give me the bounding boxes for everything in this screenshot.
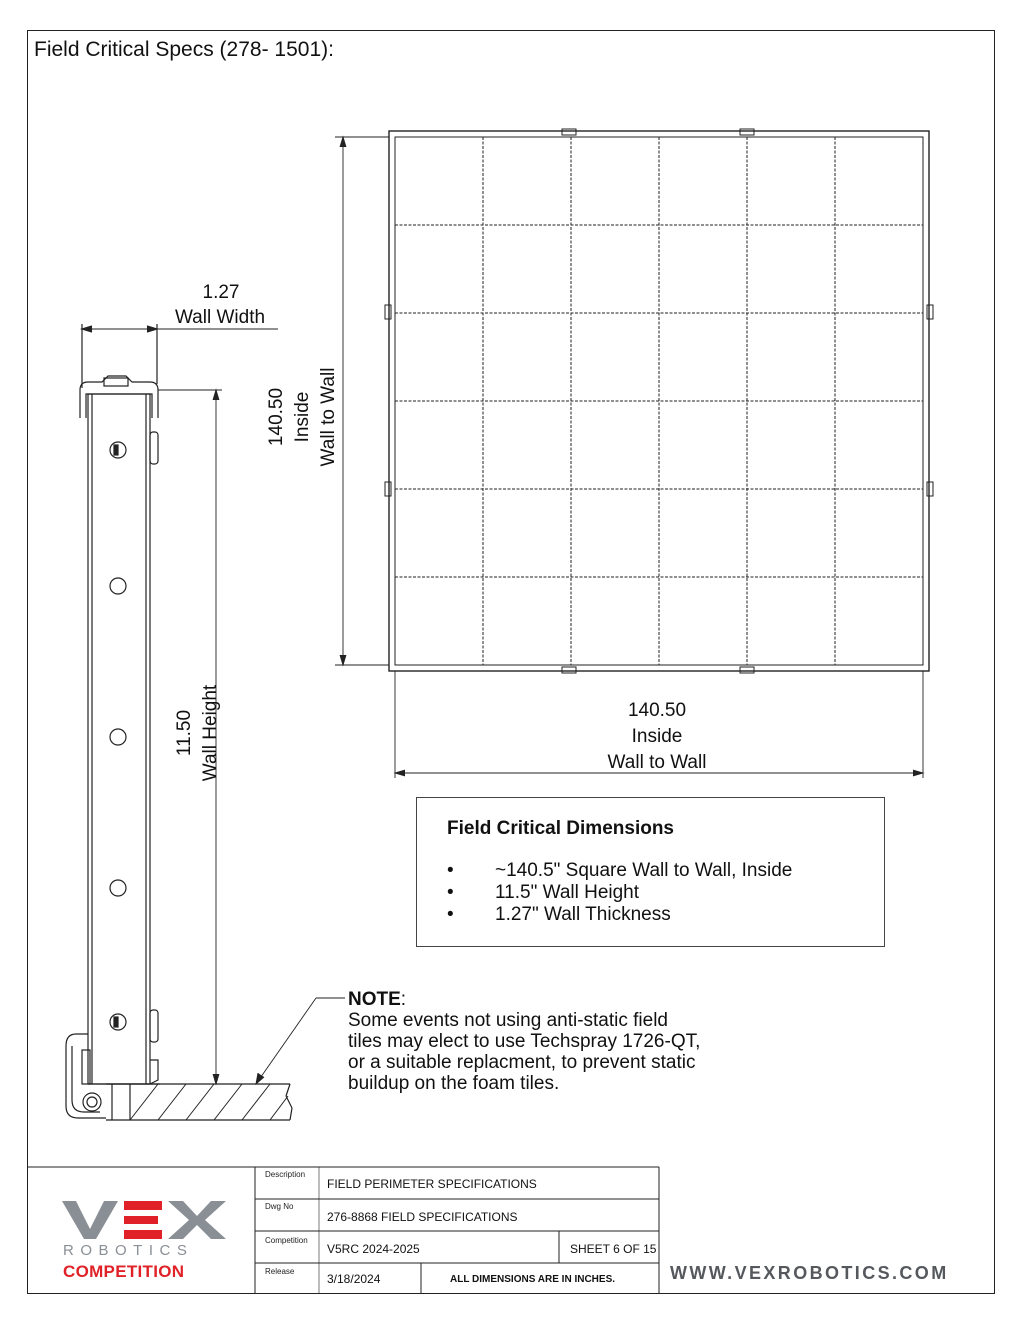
list-item: • 1.27" Wall Thickness bbox=[447, 904, 671, 925]
description-value: FIELD PERIMETER SPECIFICATIONS bbox=[327, 1177, 537, 1191]
logo-competition: COMPETITION bbox=[63, 1262, 185, 1281]
list-item: • ~140.5" Square Wall to Wall, Inside bbox=[447, 860, 793, 881]
dwg-value: 276-8868 FIELD SPECIFICATIONS bbox=[327, 1210, 518, 1224]
note-heading: NOTE bbox=[348, 989, 401, 1010]
vex-logo bbox=[62, 1199, 226, 1241]
horizontal-dim-value: 140.50 bbox=[627, 700, 687, 721]
horizontal-dim-line3: Wall to Wall bbox=[607, 752, 707, 773]
note-line: Some events not using anti-static field bbox=[348, 1010, 669, 1031]
release-label: Release bbox=[265, 1267, 295, 1276]
competition-value: V5RC 2024-2025 bbox=[327, 1242, 420, 1256]
sheet-number: SHEET 6 OF 15 bbox=[570, 1242, 657, 1256]
horizontal-dim-line2: Inside bbox=[631, 726, 683, 747]
website-url: WWW.VEXROBOTICS.COM bbox=[670, 1263, 949, 1283]
vertical-dim-line2: Inside bbox=[292, 391, 313, 443]
page-title: Field Critical Specs (278- 1501): bbox=[34, 38, 334, 61]
critical-dimensions-title: Field Critical Dimensions bbox=[447, 818, 674, 839]
note-block: NOTE: Some events not using anti-static field tiles may elect to use Techspray 1726-QT, or a suitable replacment, to prevent static buildup on the foam tiles. bbox=[348, 989, 701, 1094]
logo-robotics: ROBOTICS bbox=[63, 1242, 194, 1259]
dwg-label: Dwg No bbox=[265, 1202, 294, 1211]
wall-width-value: 1.27 bbox=[202, 282, 240, 303]
list-item: • 11.5" Wall Height bbox=[447, 882, 640, 903]
wall-height-value: 11.50 bbox=[174, 709, 195, 757]
vertical-dim-value: 140.50 bbox=[266, 387, 287, 447]
note-line: or a suitable replacment, to prevent static bbox=[348, 1052, 696, 1073]
note-line: buildup on the foam tiles. bbox=[348, 1073, 560, 1094]
wall-width-label: Wall Width bbox=[174, 307, 266, 328]
note-line: tiles may elect to use Techspray 1726-QT, bbox=[348, 1031, 701, 1052]
units-note: ALL DIMENSIONS ARE IN INCHES. bbox=[450, 1274, 616, 1285]
vertical-dim-line3: Wall to Wall bbox=[318, 367, 339, 467]
wall-height-label: Wall Height bbox=[200, 684, 221, 782]
release-value: 3/18/2024 bbox=[327, 1272, 381, 1286]
description-label: Description bbox=[265, 1170, 306, 1179]
competition-label: Competition bbox=[265, 1236, 308, 1245]
